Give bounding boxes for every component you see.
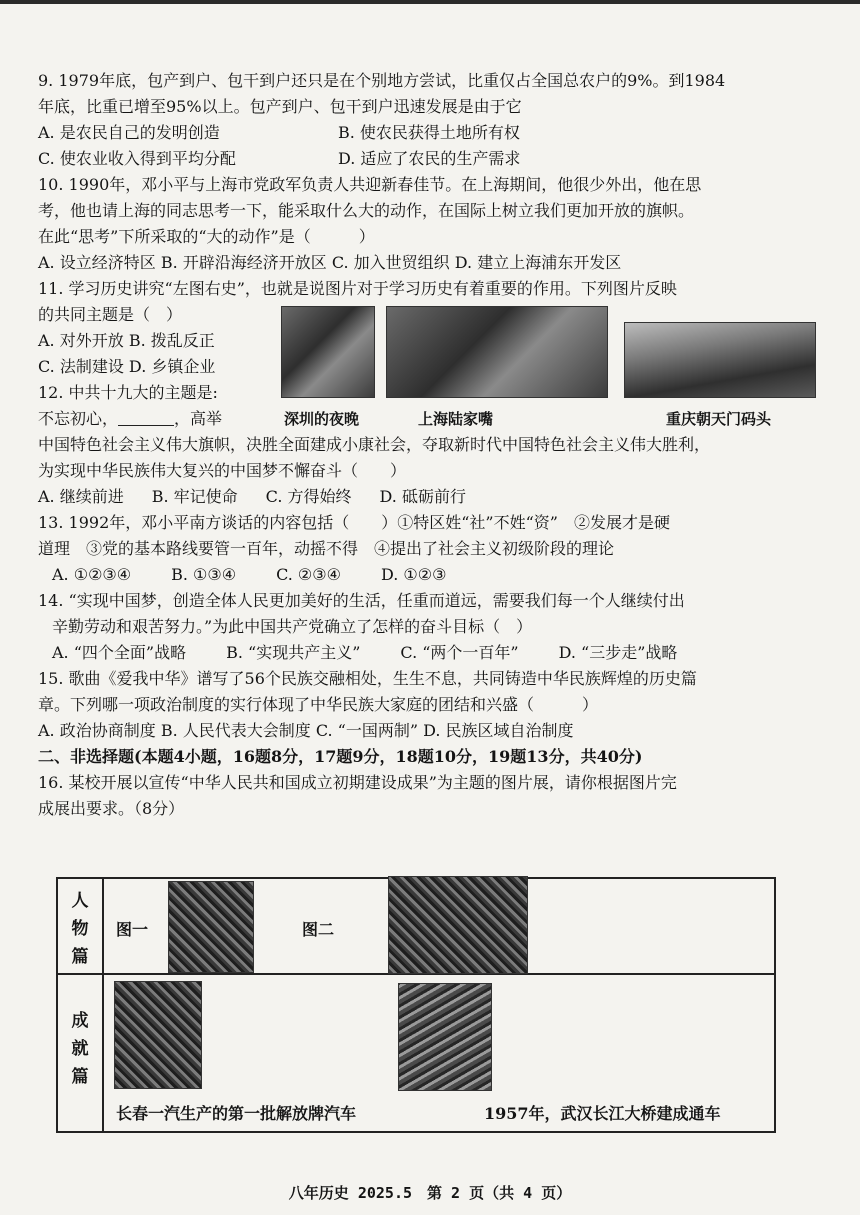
q10-stem-line1: 10. 1990年，邓小平与上海市党政军负责人共迎新春佳节。在上海期间，他很少外出，他在思 <box>38 175 702 194</box>
q15-stem-line2: 章。下列哪一项政治制度的实行体现了中华民族大家庭的团结和兴盛（ ） <box>38 695 599 714</box>
q13-option-c: C. ②③④ <box>276 565 341 584</box>
q10-stem-line2: 考，他也请上海的同志思考一下，能采取什么大的动作，在国际上树立我们更加开放的旗帜。 <box>38 201 695 220</box>
table-vertical-divider <box>102 879 104 1131</box>
q15-stem-line1: 15. 歌曲《爱我中华》谱写了56个民族交融相处，生生不息，共同铸造中华民族辉煌的历史篇 <box>38 669 697 688</box>
row1-char2: 物 <box>71 919 89 939</box>
q9-option-b: B. 使农民获得土地所有权 <box>338 123 520 142</box>
row2-char2: 就 <box>71 1039 89 1059</box>
figure2-photo <box>388 876 528 974</box>
q14-stem-line1: 14. “实现中国梦，创造全体人民更加美好的生活，任重而道远，需要我们每一个人继续付出 <box>38 591 685 610</box>
q12-option-c: C. 方得始终 <box>265 487 352 506</box>
q9-option-d: D. 适应了农民的生产需求 <box>338 149 521 168</box>
row2-char1: 成 <box>71 1011 89 1031</box>
q9-option-a: A. 是农民自己的发明创造 <box>38 123 220 142</box>
caption-shanghai: 上海陆家嘴 <box>418 410 494 428</box>
q12-stem-line2 <box>38 406 278 432</box>
q12-stem-line3: 中国特色社会主义伟大旗帜，决胜全面建成小康社会，夺取新时代中国特色社会主义伟大胜利， <box>38 435 711 454</box>
q14-option-a: A. “四个全面”战略 <box>52 643 187 662</box>
q12-options <box>38 484 818 510</box>
shanghai-lujiazui-photo <box>386 306 608 398</box>
jiefang-truck-caption: 长春一汽生产的第一批解放牌汽车 <box>116 1104 357 1123</box>
q14-option-c: C. “两个一百年” <box>400 643 519 662</box>
q14-option-b: B. “实现共产主义” <box>226 643 361 662</box>
q9-stem-line2: 年底，比重已增至95%以上。包产到户、包干到户迅速发展是由于它 <box>38 97 522 116</box>
q12-option-a: A. 继续前进 <box>38 487 124 506</box>
q9-options-cd <box>38 146 818 172</box>
q9-option-c: C. 使农业收入得到平均分配 <box>38 149 236 168</box>
q13-options <box>38 562 818 588</box>
q12-stem-line4: 为实现中华民族伟大复兴的中国梦不懈奋斗（ ） <box>38 461 407 480</box>
q13-option-b: B. ①③④ <box>171 565 237 584</box>
exam-page <box>38 68 818 822</box>
q11-stem-line1: 11. 学习历史讲究“左图右史”，也就是说图片对于学习历史有着重要的作用。下列图片反映 <box>38 279 677 298</box>
q16-stem-line2: 成展出要求。（8分） <box>38 799 185 818</box>
chongqing-chaotianmen-photo <box>624 322 816 398</box>
q13-option-a: A. ①②③④ <box>52 565 132 584</box>
q12-line2-part1: 不忘初心， <box>38 409 119 428</box>
q11-stem-line2: 的共同主题是（ ） <box>38 305 183 324</box>
section2-heading: 二、非选择题(本题4小题，16题8分，17题9分，18题10分，19题13分，共40分) <box>38 747 643 766</box>
q12-line2-part2: ，高举 <box>174 409 223 428</box>
wuhan-bridge-caption: 1957年，武汉长江大桥建成通车 <box>484 1104 721 1123</box>
caption-chongqing: 重庆朝天门码头 <box>666 410 772 428</box>
q10-stem-line3: 在此“思考”下所采取的“大的动作”是（ ） <box>38 227 375 246</box>
figure2-label: 图二 <box>302 920 335 939</box>
q14-stem-line2: 辛勤劳动和艰苦努力。”为此中国共产党确立了怎样的奋斗目标（ ） <box>52 617 533 636</box>
caption-shenzhen: 深圳的夜晚 <box>284 410 360 428</box>
q12-stem-line1: 12. 中共十九大的主题是: <box>38 383 218 402</box>
q14-options <box>38 640 818 666</box>
q11-block <box>38 302 818 432</box>
q15-options: A. 政治协商制度 B. 人民代表大会制度 C. “一国两制” D. 民族区域自治制度 <box>38 721 574 740</box>
row2-char3: 篇 <box>71 1067 89 1087</box>
q10-options: A. 设立经济特区 B. 开辟沿海经济开放区 C. 加入世贸组织 D. 建立上海浦东开发区 <box>38 253 622 272</box>
figure1-label: 图一 <box>116 920 149 939</box>
q11-left-text <box>38 302 278 432</box>
jiefang-truck-photo <box>114 981 202 1089</box>
figure1-photo <box>168 881 254 973</box>
q13-stem-line1: 13. 1992年，邓小平南方谈话的内容包括（ ）①特区姓“社”不姓“资” ②发展才是硬 <box>38 513 670 532</box>
row-header-people <box>58 887 102 971</box>
q12-option-d: D. 砥砺前行 <box>379 487 466 506</box>
q16-picture-table <box>56 877 776 1133</box>
q9-stem-line1: 9. 1979年底，包产到户、包干到户还只是在个别地方尝试，比重仅占全国总农户的9%。到1984 <box>38 71 726 90</box>
row1-char1: 人 <box>71 891 89 911</box>
q12-option-b: B. 牢记使命 <box>151 487 238 506</box>
shenzhen-night-photo <box>281 306 375 398</box>
q9-options-ab <box>38 120 818 146</box>
q16-stem-line1: 16. 某校开展以宣传“中华人民共和国成立初期建设成果”为主题的图片展，请你根据图片完 <box>38 773 677 792</box>
q13-stem-line2: 道理 ③党的基本路线要管一百年，动摇不得 ④提出了社会主义初级阶段的理论 <box>38 539 615 558</box>
row1-char3: 篇 <box>71 947 89 967</box>
q14-option-d: D. “三步走”战略 <box>558 643 678 662</box>
q13-option-d: D. ①②③ <box>380 565 447 584</box>
q11-options-ab: A. 对外开放 B. 拨乱反正 <box>38 331 215 350</box>
wuhan-bridge-photo <box>398 983 492 1091</box>
page-footer: 八年历史 2025.5 第 2 页（共 4 页） <box>288 1184 572 1202</box>
row-header-achievements <box>58 1007 102 1091</box>
top-border <box>0 0 860 4</box>
q12-blank <box>118 409 174 426</box>
q11-options-cd: C. 法制建设 D. 乡镇企业 <box>38 357 216 376</box>
